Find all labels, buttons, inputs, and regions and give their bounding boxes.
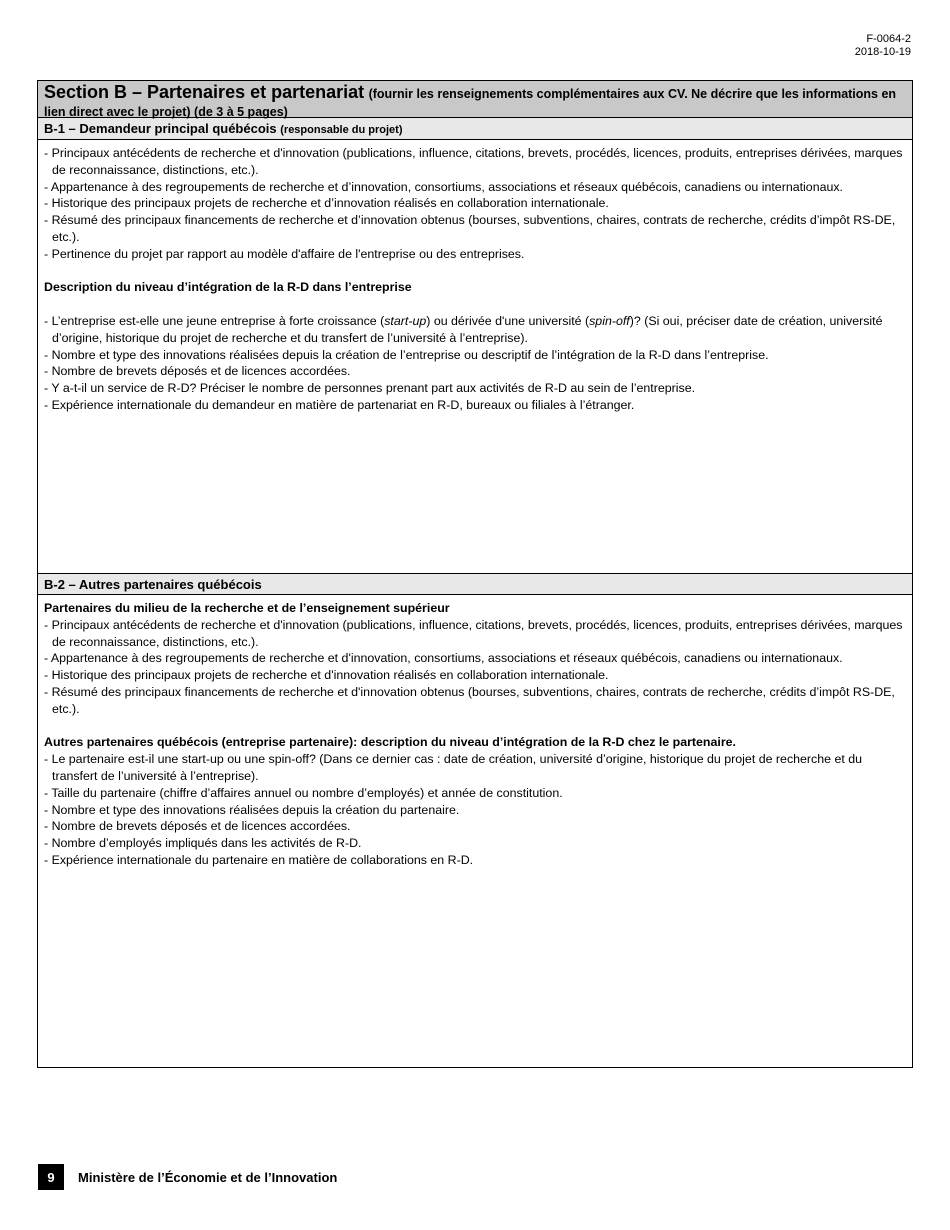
research-item: - Historique des principaux projets de recherche et d'innovation réalisés en collaboration internationale. [44,668,609,683]
partner-item: - Le partenaire est-il une start-up ou une spin-off? (Dans ce dernier cas : date de création, université d’origine, historique du projet de recherche et du transfert de l’université à l’entreprise). [44,752,863,783]
b1-title: B-1 – Demandeur principal québécois [44,121,277,136]
integration-item: - Nombre de brevets déposés et de licences accordées. [44,364,351,379]
b1-item: - Appartenance à des regroupements de recherche et d’innovation, consortiums, associations et réseaux québécois, canadiens ou internationaux. [44,179,844,194]
b1-text-area[interactable] [38,140,912,573]
partner-item: - Expérience internationale du partenaire en matière de collaborations en R-D. [44,852,474,867]
research-item: - Appartenance à des regroupements de recherche et d'innovation, consortiums, associations et réseaux québécois, canadiens ou internationaux. [44,651,843,666]
partner-item: - Nombre de brevets déposés et de licences accordées. [44,819,351,834]
integration-item: - Expérience internationale du demandeur en matière de partenariat en R-D, bureaux ou filiales à l’étranger. [44,397,635,412]
section-b-subtitle: (fournir les renseignements complémentaires aux CV. Ne décrire que les informations en lien direct avec le projet) (de 3 à 5 pages) [44,87,897,119]
integration-item-startup: - L’entreprise est-elle une jeune entreprise à forte croissance (start-up) ou dérivée d'une université (spin-off)? (Si oui, préciser date de création, université d’origine, historique du projet de recherche et du transfert de l’université à l’entreprise). [44,313,883,345]
section-b-title: Section B – Partenaires et partenariat [44,82,365,102]
integration-heading: Description du niveau d’intégration de la R-D dans l’entreprise [44,280,412,295]
form-code [855,33,911,59]
ministry-name: Ministère de l’Économie et de l’Innovation [78,1169,338,1185]
section-b-header [38,81,912,118]
b2-header [38,573,912,595]
form-date: 2018-10-19 [854,46,911,58]
b1-item: - Résumé des principaux financements de recherche et d’innovation obtenus (bourses, subventions, chaires, contrats de recherche, crédits d’impôt RS-DE, etc.). [44,213,896,244]
b2-title: B-2 – Autres partenaires québécois [44,577,262,592]
b1-note: (responsable du projet) [280,124,403,136]
b1-header [38,118,912,140]
research-item: - Principaux antécédents de recherche et d'innovation (publications, influence, citations, brevets, procédés, licences, produits, entreprises dérivées, marques de reconnaissance, distinctions, etc.). [44,617,903,649]
research-heading: Partenaires du milieu de la recherche et de l’enseignement supérieur [44,601,450,615]
research-item: - Résumé des principaux financements de recherche et d'innovation obtenus (bourses, subventions, chaires, contrats de recherche, crédits d’impôt RS-DE, etc.). [44,684,895,716]
partner-item: - Nombre d’employés impliqués dans les activités de R-D. [44,836,362,851]
partner-item: - Taille du partenaire (chiffre d’affaires annuel ou nombre d’employés) et année de constitution. [44,785,563,800]
b1-item: - Principaux antécédents de recherche et d'innovation (publications, influence, citations, brevets, procédés, licences, produits, entreprises dérivées, marques de reconnaissance, distinctions, etc.). [44,146,903,177]
b1-item: - Pertinence du projet par rapport au modèle d'affaire de l'entreprise ou des entreprises. [44,246,525,261]
b1-item: - Historique des principaux projets de recherche et d’innovation réalisés en collaboration internationale. [44,196,609,211]
integration-item: - Nombre et type des innovations réalisées depuis la création de l’entreprise ou descriptif de l’intégration de la R-D dans l’entreprise. [44,347,769,362]
page-footer [38,1164,337,1190]
partner-heading: Autres partenaires québécois (entreprise partenaire): description du niveau d’intégration de la R-D chez le partenaire. [44,735,736,750]
b2-text-area[interactable] [38,595,912,1045]
page-number: 9 [38,1164,64,1190]
form-number: F-0064-2 [866,33,911,45]
integration-item: - Y a-t-il un service de R-D? Préciser le nombre de personnes prenant part aux activités de R-D au sein de l’entreprise. [44,381,696,396]
section-b-frame [37,80,913,1068]
partner-item: - Nombre et type des innovations réalisées depuis la création du partenaire. [44,802,460,817]
